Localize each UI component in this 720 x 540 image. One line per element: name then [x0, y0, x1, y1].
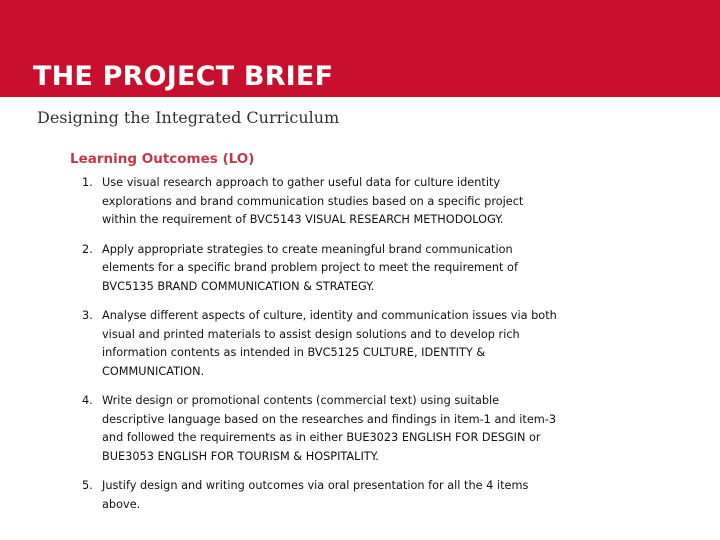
learning-outcomes-heading: Learning Outcomes (LO) — [70, 151, 255, 167]
learning-outcomes-list — [82, 174, 560, 525]
list-item-text: Analyse different aspects of culture, identity and communication issues via both visual and printed materials to assist design solutions and to develop rich information contents as intended in BVC5125 CULTURE, IDENTITY & COMMUNICATION. — [102, 309, 557, 378]
title-banner — [0, 0, 720, 97]
list-item-number: 5. — [82, 479, 93, 492]
slide-title: THE PROJECT BRIEF — [33, 61, 334, 92]
list-item — [82, 477, 560, 514]
list-item-text: Use visual research approach to gather useful data for culture identity explorations and brand communication studies based on a specific project within the requirement of BVC5143 VISUAL RESEARCH METHODOLOGY. — [102, 176, 524, 226]
list-item-number: 2. — [82, 242, 93, 256]
list-item — [82, 241, 560, 297]
list-item-text: Write design or promotional contents (commercial text) using suitable descriptive language based on the researches and findings in item-1 and item-3 and followed the requirements as in either BUE3023 ENGLISH FOR DESGIN or BUE3053 ENGLISH FOR TOURISM & HOSPITALITY. — [102, 394, 557, 463]
slide-subtitle: Designing the Integrated Curriculum — [37, 108, 340, 127]
list-item — [82, 307, 560, 381]
list-item — [82, 392, 560, 466]
list-item-number: 4. — [82, 394, 93, 407]
list-item — [82, 174, 560, 230]
list-item-text: Justify design and writing outcomes via oral presentation for all the 4 items above. — [102, 479, 529, 511]
list-item-text: Apply appropriate strategies to create meaningful brand communication elements for a specific brand problem project to meet the requirement of BVC5135 BRAND COMMUNICATION & STRATEGY. — [102, 242, 518, 293]
list-item-number: 1. — [82, 176, 93, 189]
list-item-number: 3. — [82, 309, 93, 322]
